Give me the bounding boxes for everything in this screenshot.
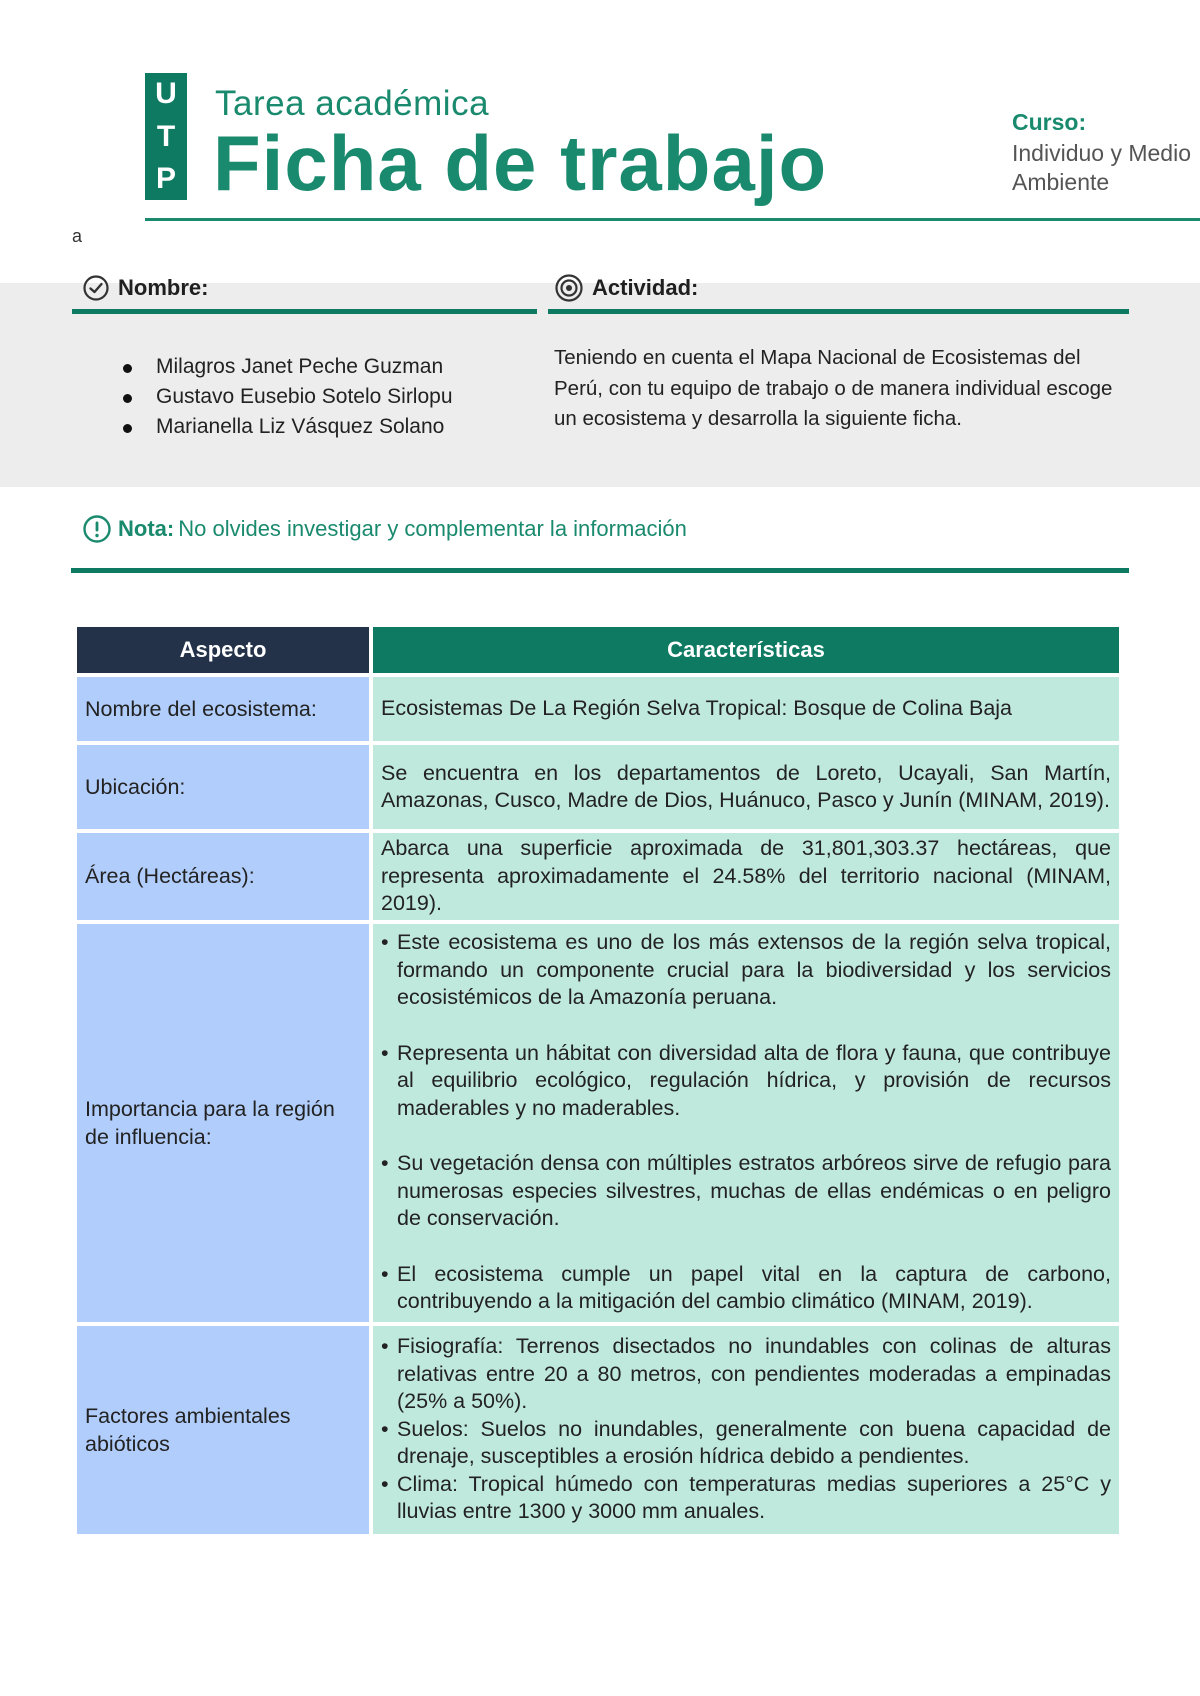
activity-heading-label: Actividad: [592, 275, 699, 300]
note-divider [71, 568, 1129, 573]
name-divider [72, 309, 537, 314]
table-row [77, 833, 1119, 920]
activity-text: Teniendo en cuenta el Mapa Nacional de Ecosistemas del Perú, con tu equipo de trabajo o de manera individual escoge un ecosistema y desarrolla la siguiente ficha. [554, 346, 1113, 430]
aspect-cell: Ubicación: [77, 745, 369, 829]
document-subtitle: Tarea académica [215, 84, 490, 123]
utp-logo [145, 73, 187, 200]
aspect-cell: Nombre del ecosistema: [77, 677, 369, 741]
header-characteristics: Características [373, 627, 1119, 673]
list-item: • Clima: Tropical húmedo con temperaturas medias superiores a 25°C y lluvias entre 1300 y 3000 mm anuales. [381, 1471, 1111, 1526]
list-item: • Su vegetación densa con múltiples estratos arbóreos sirve de refugio para numerosas especies silvestres, muchas de ellas endémicas o en peligro de conservación. [381, 1150, 1111, 1233]
table-header-row [77, 627, 1119, 673]
list-item: • Este ecosistema es uno de los más extensos de la región selva tropical, formando un componente crucial para la biodiversidad y los servicios ecosistémicos de la Amazonía peruana. [381, 929, 1111, 1012]
header-aspect: Aspecto [77, 627, 369, 673]
abiotic-factors-list [381, 1333, 1111, 1526]
logo-letter-u: U [155, 77, 177, 110]
ecosystem-table [73, 623, 1123, 1538]
list-item: • Fisiografía: Terrenos disectados no inundables con colinas de alturas relativas entre 20 a 80 metros, con pendientes moderadas a empinadas (25% a 50%). [381, 1333, 1111, 1416]
stray-character: a [72, 226, 83, 246]
team-member: Milagros Janet Peche Guzman [120, 352, 453, 382]
list-item: • Representa un hábitat con diversidad alta de flora y fauna, que contribuye al equilibrio ecológico, regulación hídrica, y provisión de recursos maderables y no maderables. [381, 1040, 1111, 1123]
characteristic-cell [373, 924, 1119, 1322]
characteristic-cell: Abarca una superficie aproximada de 31,801,303.37 hectáreas, que representa aproximadamente el 24.58% del territorio nacional (MINAM, 2019). [373, 833, 1119, 920]
activity-divider [548, 309, 1129, 314]
table-row [77, 1326, 1119, 1534]
course-name: Individuo y Medio Ambiente [1012, 140, 1191, 195]
target-icon [554, 273, 584, 303]
team-member: Marianella Liz Vásquez Solano [120, 412, 453, 442]
logo-letter-p: P [155, 162, 176, 195]
characteristic-cell: Ecosistemas De La Región Selva Tropical: Bosque de Colina Baja [373, 677, 1119, 741]
course-label: Curso: [1012, 109, 1087, 135]
activity-heading [554, 268, 698, 308]
alert-circle-icon [82, 514, 112, 544]
note-text: No olvides investigar y complementar la información [178, 516, 687, 541]
note [82, 514, 687, 544]
aspect-cell: Importancia para la región de influencia: [77, 924, 369, 1322]
document-title: Ficha de trabajo [213, 119, 828, 207]
aspect-cell: Área (Hectáreas): [77, 833, 369, 920]
table-row [77, 677, 1119, 741]
aspect-cell: Factores ambientales abióticos [77, 1326, 369, 1534]
table-row [77, 745, 1119, 829]
logo-letter-t: T [156, 119, 176, 153]
table-row [77, 924, 1119, 1322]
name-heading-label: Nombre: [118, 275, 209, 300]
note-label: Nota: [118, 516, 175, 541]
team-member-list [120, 352, 453, 442]
characteristic-cell: Se encuentra en los departamentos de Loreto, Ucayali, San Martín, Amazonas, Cusco, Madre de Dios, Huánuco, Pasco y Junín (MINAM, 2019). [373, 745, 1119, 829]
characteristic-cell [373, 1326, 1119, 1534]
list-item: • El ecosistema cumple un papel vital en la captura de carbono, contribuyendo a la mitigación del cambio climático (MINAM, 2019). [381, 1261, 1111, 1316]
list-item: • Suelos: Suelos no inundables, generalmente con buena capacidad de drenaje, susceptibles a erosión hídrica debido a pendientes. [381, 1416, 1111, 1471]
header-divider [145, 218, 1200, 221]
importance-list [381, 929, 1111, 1316]
name-heading [82, 268, 208, 308]
check-circle-icon [82, 274, 110, 302]
team-member: Gustavo Eusebio Sotelo Sirlopu [120, 382, 453, 412]
